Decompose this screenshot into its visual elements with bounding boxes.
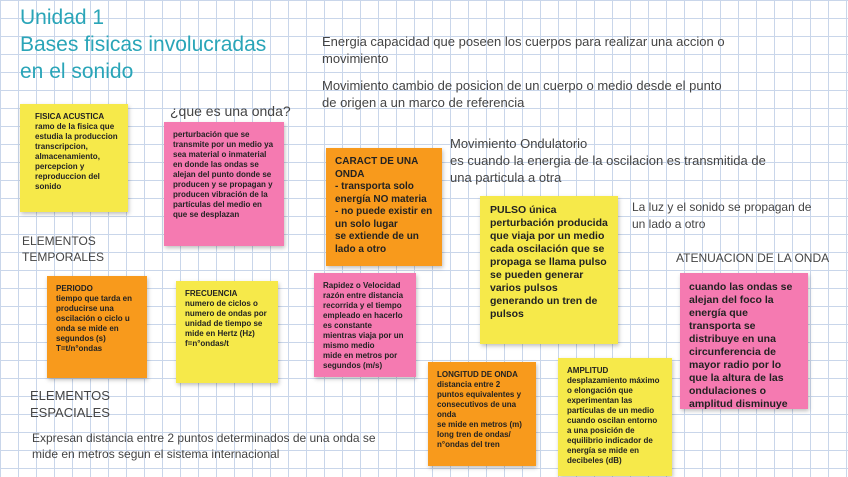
note-rapidez[interactable] xyxy=(314,273,416,377)
note-amplitud[interactable] xyxy=(558,358,672,476)
note-longitud-onda-text: LONGITUD DE ONDA distancia entre 2 puntos equivalentes y consecutivos de una onda se mide en metros (m) long tren de ondas/ n°ondas del tren xyxy=(437,370,522,449)
note-rapidez-text: Rapidez o Velocidad razón entre distancia recorrida y el tiempo empleado en hacerlo es constante mientras viaja por un mismo medio mide en metros por segundos (m/s) xyxy=(323,281,404,370)
elementos-espaciales-heading: ELEMENTOS ESPACIALES xyxy=(30,388,110,420)
note-periodo-text: PERIODO tiempo que tarda en producirse una oscilación o ciclo u onda se mide en segundos (s) T=t/n°ondas xyxy=(56,284,133,353)
title-line-3: en el sonido xyxy=(20,60,134,83)
title-line-1: Unidad 1 xyxy=(20,6,105,29)
note-fisica-acustica-text: FISICA ACUSTICA ramo de la fisica que estudia la produccion transcripcion, almacenamiento, percepcion y reproduccion del sonido xyxy=(35,112,118,191)
movimiento-ondulatorio-text: Movimiento Ondulatorio es cuando la energia de la oscilacion es transmitida de una particula a otra xyxy=(450,136,766,185)
note-periodo[interactable] xyxy=(47,276,147,378)
energia-text: Energia capacidad que poseen los cuerpos para realizar una accion o movimiento xyxy=(322,34,725,66)
page-title xyxy=(20,4,310,85)
title-line-2: Bases fisicas involucradas xyxy=(20,33,267,56)
note-atenuacion-text: cuando las ondas se alejan del foco la energía que transporta se distribuye en una circunferencia de mayor radio por lo que la altura de las ondulaciones o amplitud disminuye xyxy=(689,281,793,410)
atenuacion-heading: ATENUACION DE LA ONDA xyxy=(676,251,830,265)
note-frecuencia[interactable] xyxy=(176,281,278,383)
note-que-es-onda-text: perturbación que se transmite por un medio ya sea material o inmaterial en donde las ondas se alejan del punto donde se producen y se propagan y producen vibración de la partículas del medio en que se desplazan xyxy=(173,130,274,219)
note-que-es-onda[interactable] xyxy=(164,122,284,246)
note-frecuencia-text: FRECUENCIA numero de ciclos o numero de ondas por unidad de tiempo se mide en Hertz (Hz) f=n°ondas/t xyxy=(185,289,267,348)
note-atenuacion[interactable] xyxy=(680,273,808,409)
note-fisica-acustica[interactable] xyxy=(20,104,128,212)
movimiento-text: Movimiento cambio de posicion de un cuerpo o medio desde el punto de origen a un marco de referencia xyxy=(322,78,722,110)
luz-sonido-text: La luz y el sonido se propagan de un lado a otro xyxy=(632,200,812,231)
note-longitud-onda[interactable] xyxy=(428,362,536,466)
elementos-temporales-heading: ELEMENTOS TEMPORALES xyxy=(22,234,105,264)
note-amplitud-text: AMPLITUD desplazamiento máximo o elongación que experimentan las partículas de un medio cuando oscilan entorno a una posición de equilibrio indicador de energía se mide en decibeles (dB) xyxy=(567,366,660,465)
note-caract-onda[interactable] xyxy=(326,148,442,266)
expresan-text: Expresan distancia entre 2 puntos determinados de una onda se mide en metros segun el sistema internacional xyxy=(32,431,376,461)
note-pulso[interactable] xyxy=(480,196,618,344)
que-es-onda-heading: ¿que es una onda? xyxy=(170,103,291,119)
note-caract-onda-text: CARACT DE UNA ONDA - transporta solo energía NO materia - no puede existir en un solo lugar se extiende de un lado a otro xyxy=(335,156,433,255)
note-pulso-text: PULSO única perturbación producida que viaja por un medio cada oscilación que se propaga se llama pulso se pueden generar varios pulsos generando un tren de pulsos xyxy=(490,204,608,320)
